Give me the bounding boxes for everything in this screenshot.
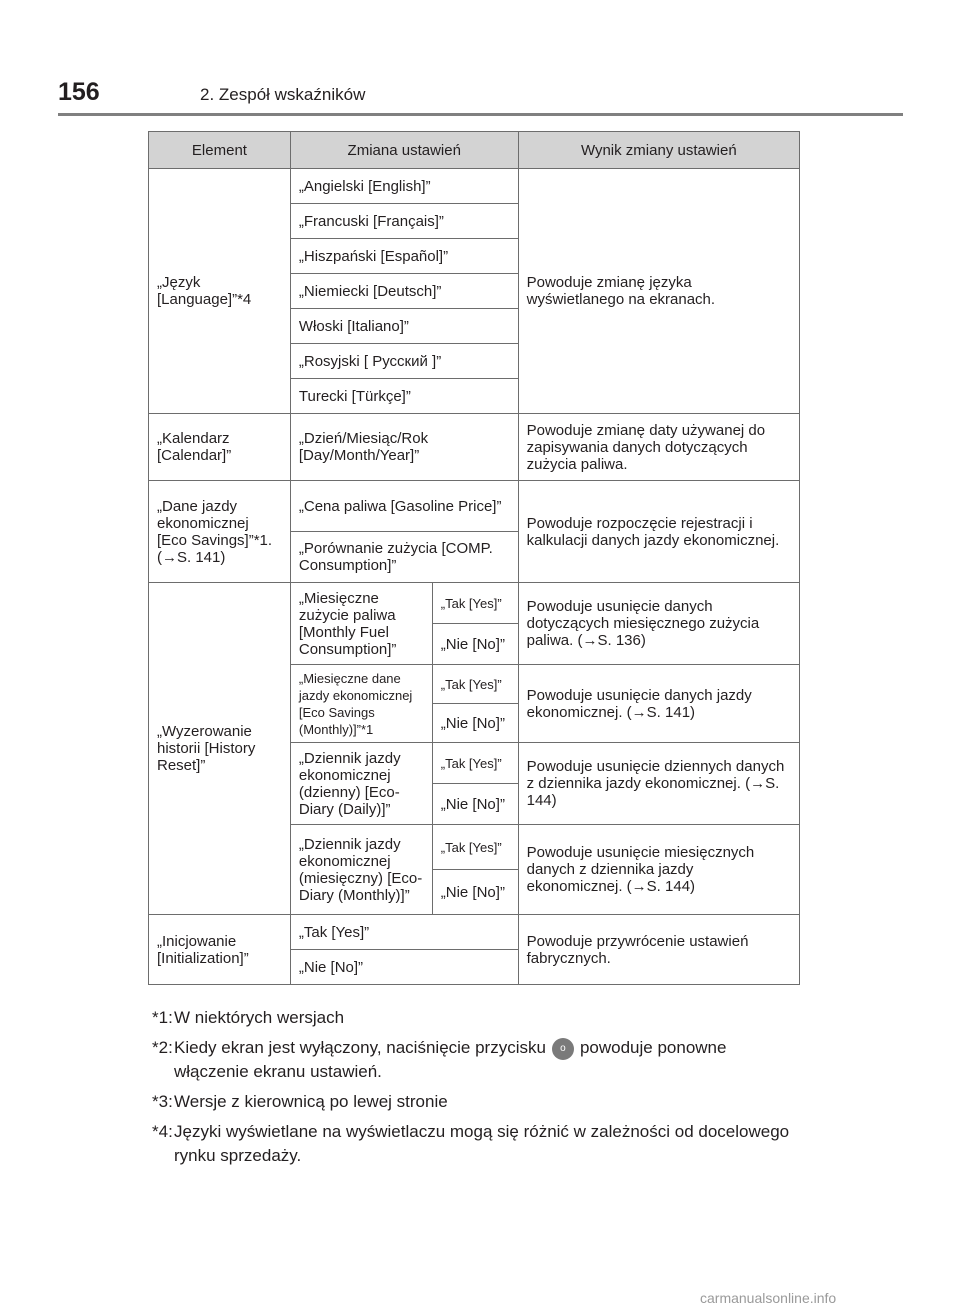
circle-o-button-icon: o — [552, 1038, 574, 1060]
option-cell: „Porównanie zużycia [COMP. Consumption]” — [290, 532, 518, 583]
subgroup-cell: „Dziennik jazdy ekonomicznej (dzienny) [Eco-Diary (Daily)]” — [290, 743, 432, 825]
footnote-text: Kiedy ekran jest wyłączony, naciśnięcie przycisku o powoduje ponowne włączenie ekranu ustawień. — [174, 1038, 727, 1081]
no-cell: „Nie [No]” — [432, 870, 518, 915]
no-cell: „Nie [No]” — [432, 704, 518, 743]
result-cell: Powoduje przywrócenie ustawień fabrycznych. — [518, 915, 799, 985]
footnote-text: W niektórych wersjach — [174, 1008, 345, 1027]
column-header: Element — [149, 132, 291, 169]
table-header-row — [149, 132, 800, 169]
settings-table — [148, 131, 800, 985]
footnote — [152, 1036, 812, 1084]
yes-cell: „Tak [Yes]” — [432, 583, 518, 624]
footnote-text: Języki wyświetlane na wyświetlaczu mogą się różnić w zależności od docelowego rynku sprzedaży. — [174, 1122, 790, 1165]
option-cell: Turecki [Türkçe]” — [290, 379, 518, 414]
footnote — [152, 1120, 812, 1168]
subgroup-cell: „Miesięczne zużycie paliwa [Monthly Fuel Consumption]” — [290, 583, 432, 665]
option-cell: „Niemiecki [Deutsch]” — [290, 274, 518, 309]
column-header: Zmiana ustawień — [290, 132, 518, 169]
result-cell: Powoduje rozpoczęcie rejestracji i kalkulacji danych jazdy ekonomicznej. — [518, 481, 799, 583]
watermark: carmanualsonline.info — [700, 1290, 837, 1306]
option-cell: „Hiszpański [Español]” — [290, 239, 518, 274]
option-cell: „Francuski [Français]” — [290, 204, 518, 239]
yes-cell: „Tak [Yes]” — [432, 743, 518, 784]
column-header: Wynik zmiany ustawień — [518, 132, 799, 169]
result-cell: Powoduje zmianę daty używanej do zapisywania danych dotyczących zużycia paliwa. — [518, 414, 799, 481]
section-title: 2. Zespół wskaźników — [200, 85, 366, 104]
footnote-mark: *3: — [152, 1092, 173, 1111]
option-cell: „Rosyjski [ Русский ]” — [290, 344, 518, 379]
element-cell: „Kalendarz [Calendar]” — [149, 414, 291, 481]
element-cell: „Inicjowanie [Initialization]” — [149, 915, 291, 985]
footnote-mark: *2: — [152, 1038, 173, 1057]
no-cell: „Nie [No]” — [432, 784, 518, 825]
no-cell: „Nie [No]” — [432, 624, 518, 665]
footnote-mark: *4: — [152, 1122, 173, 1141]
result-cell: Powoduje usunięcie danych jazdy ekonomicznej. (→S. 141) — [518, 665, 799, 743]
option-cell: „Angielski [English]” — [290, 169, 518, 204]
option-cell: „Tak [Yes]” — [290, 915, 518, 950]
result-cell: Powoduje usunięcie dziennych danych z dziennika jazdy ekonomicznej. (→S. 144) — [518, 743, 799, 825]
element-cell: „Język [Language]”*4 — [149, 169, 291, 414]
subgroup-cell: „Miesięczne dane jazdy ekonomicznej [Eco Savings (Monthly)]”*1 — [290, 665, 432, 743]
yes-cell: „Tak [Yes]” — [432, 665, 518, 704]
element-cell: „Wyzerowanie historii [History Reset]” — [149, 583, 291, 915]
option-cell: Włoski [Italiano]” — [290, 309, 518, 344]
table-row — [149, 169, 800, 204]
element-cell: „Dane jazdy ekonomicznej [Eco Savings]”*1. (→S. 141) — [149, 481, 291, 583]
footnote — [152, 1090, 812, 1114]
subgroup-cell: „Dziennik jazdy ekonomicznej (miesięczny) [Eco-Diary (Monthly)]” — [290, 825, 432, 915]
yes-cell: „Tak [Yes]” — [432, 825, 518, 870]
table-row — [149, 414, 800, 481]
table-row — [149, 481, 800, 532]
page-number: 156 — [58, 78, 100, 106]
footnote-text: Wersje z kierownicą po lewej stronie — [174, 1092, 448, 1111]
result-cell: Powoduje usunięcie danych dotyczących miesięcznego zużycia paliwa. (→S. 136) — [518, 583, 799, 665]
table-row — [149, 915, 800, 950]
footnote — [152, 1006, 812, 1030]
option-cell: „Cena paliwa [Gasoline Price]” — [290, 481, 518, 532]
table-row — [149, 583, 800, 624]
footnote-mark: *1: — [152, 1008, 173, 1027]
option-cell: „Nie [No]” — [290, 950, 518, 985]
header-divider — [58, 113, 903, 116]
result-cell: Powoduje usunięcie miesięcznych danych z dziennika jazdy ekonomicznej. (→S. 144) — [518, 825, 799, 915]
result-cell: Powoduje zmianę języka wyświetlanego na ekranach. — [518, 169, 799, 414]
option-cell: „Dzień/Miesiąc/Rok [Day/Month/Year]” — [290, 414, 518, 481]
